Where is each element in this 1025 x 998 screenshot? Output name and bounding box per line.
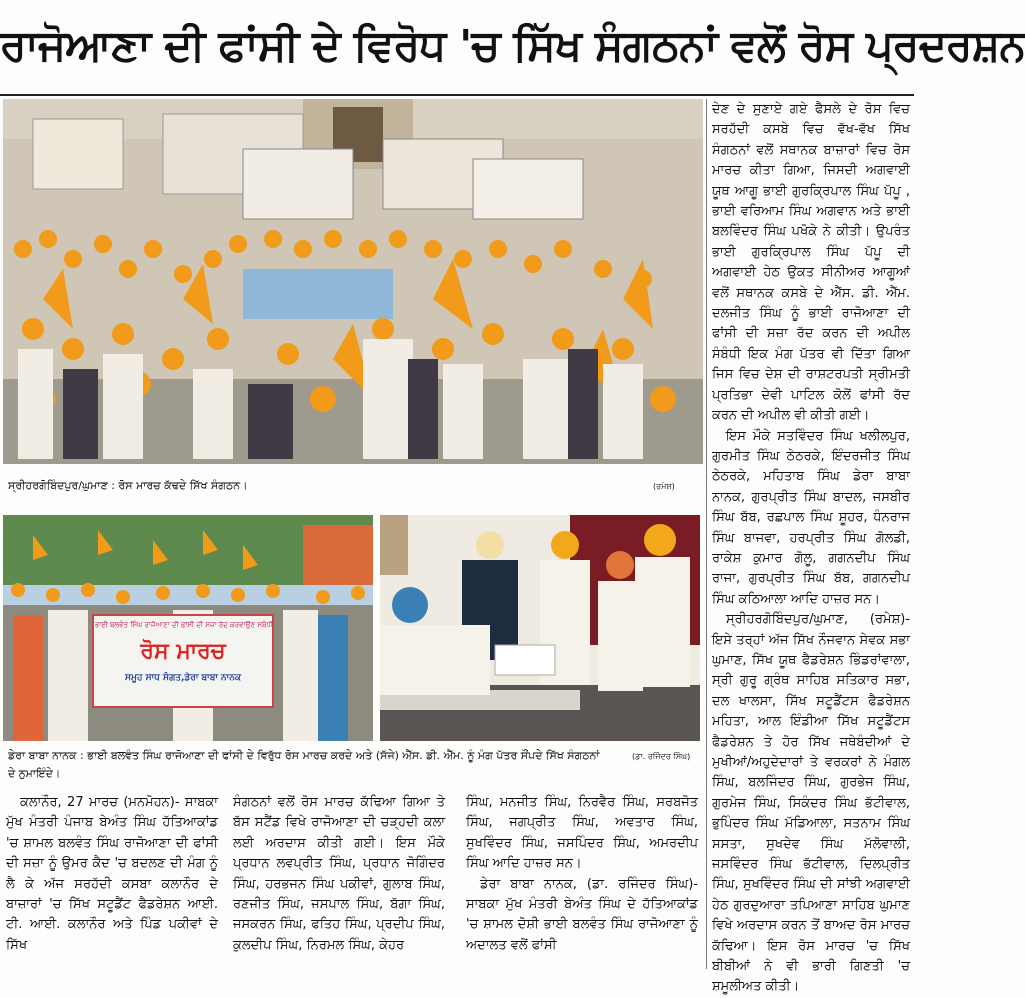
right-column-para-3: ਸ੍ਰੀਹਰਗੋਬਿੰਦਪੁਰ/ਘੁਮਾਣ, (ਰਮੇਸ਼)- ਇਸੇ ਤਰ੍ਹਾਂ ਅੱਜ ਸਿੱਖ ਨੌਜਵਾਨ ਸੇਵਕ ਸਭਾ ਘੁਮਾਣ, ਸਿੱਖ ਯੂਥ ਫੈਡਰੇਸ਼ਨ ਭਿੰਡਰਾਂਵਾਲਾ, ਸ੍ਰੀ ਗੁਰੂ ਗ੍ਰੰਥ ਸਾਹਿਬ ਸਤਿਕਾਰ ਸਭਾ, ਦਲ ਖਾਲਸਾ, ਸਿੱਖ ਸਟੂਡੈਂਟਸ ਫੈਡਰੇਸ਼ਨ ਮਹਿਤਾ, ਆਲ ਇੰਡੀਆ ਸਿੱਖ ਸਟੂਡੈਂਟਸ ਫੈਡਰੇਸ਼ਨ ਤੇ ਹੋਰ ਸਿੱਖ ਜਥੇਬੰਦੀਆਂ ਦੇ ਮੁਖੀਆਂ/ਅਹੁਦੇਦਾਰਾਂ ਤੇ ਵਰਕਰਾਂ ਨੇ ਮੰਗਲ ਸਿੰਘ, ਬਲਜਿੰਦਰ ਸਿੰਘ, ਗੁਰਭੇਜ ਸਿੰਘ, ਗੁਰਮੇਜ ਸਿੰਘ, ਸਿਕੰਦਰ ਸਿੰਘ ਭੱਟੀਵਾਲ, ਭੁਪਿੰਦਰ ਸਿੰਘ ਮੱਡਿਆਲਾ, ਸਤਨਾਮ ਸਿੰਘ ਸਸਤਾ, ਸੁਖਦੇਵ ਸਿੰਘ ਮੱਲੋਵਾਲੀ, ਜਸਵਿੰਦਰ ਸਿੰਘ ਭੱਟੀਵਾਲ, ਦਿਲਪ੍ਰੀਤ ਸਿੰਘ, ਸੁਖਵਿੰਦਰ ਸਿੰਘ ਦੀ ਸਾਂਝੀ ਅਗਵਾਈ ਹੇਠ ਗੁਰਦੁਆਰਾ ਤਪਿਆਣਾ ਸਾਹਿਬ ਘੁਮਾਣ ਵਿਖੇ ਅਰਦਾਸ ਕਰਨ ਤੋਂ ਬਾਅਦ ਰੋਸ ਮਾਰਚ ਕੱਢਿਆ। ਇਸ ਰੋਸ ਮਾਰਚ 'ਚ ਸਿੱਖ ਬੀਬੀਆਂ ਨੇ ਵੀ ਭਾਰੀ ਗਿਣਤੀ 'ਚ ਸ਼ਮੂਲੀਅਤ ਕੀਤੀ। — [712, 612, 910, 995]
article-col-3 — [466, 793, 698, 968]
article-col-1-text: ਕਲਾਨੌਰ, 27 ਮਾਰਚ (ਮਨਮੋਹਨ)- ਸਾਬਕਾ ਮੁੱਖ ਮੰਤਰੀ ਪੰਜਾਬ ਬੇਅੰਤ ਸਿੰਘ ਹੱਤਿਆਕਾਂਡ 'ਚ ਸ਼ਾਮਲ ਬਲਵੰਤ ਸਿੰਘ ਰਾਜੋਆਣਾ ਦੀ ਫਾਂਸੀ ਦੀ ਸਜ਼ਾ ਨੂੰ ਉਮਰ ਕੈਦ 'ਚ ਬਦਲਣ ਦੀ ਮੰਗ ਨੂੰ ਲੈ ਕੇ ਅੱਜ ਸਰਹੱਦੀ ਕਸਬਾ ਕਲਾਨੌਰ ਦੇ ਬਾਜ਼ਾਰਾਂ 'ਚ ਸਿੱਖ ਸਟੂਡੈਂਟ ਫੈਡਰੇਸ਼ਨ ਆਈ. ਟੀ. ਆਈ. ਕਲਾਨੌਰ ਅਤੇ ਪਿੰਡ ਪਕੀਵਾਂ ਦੇ ਸਿੱਖ — [6, 795, 218, 953]
banner-title: ਰੋਸ ਮਾਰਚ — [140, 639, 226, 664]
headline-rule — [0, 94, 914, 96]
right-column-para-2: ਇਸ ਮੌਕੇ ਸਤਵਿੰਦਰ ਸਿੰਘ ਖਲੀਲਪੁਰ, ਗੁਰਮੀਤ ਸਿੰਘ ਠੇਠਰਕੇ, ਇੰਦਰਜੀਤ ਸਿੰਘ ਠੇਠਰਕੇ, ਮਹਿਤਾਬ ਸਿੰਘ ਡੇਰਾ ਬਾਬਾ ਨਾਨਕ, ਗੁਰਪ੍ਰੀਤ ਸਿੰਘ ਬਾਦਲ, ਜਸਬੀਰ ਸਿੰਘ ਬੱਬ, ਰਛਪਾਲ ਸਿੰਘ ਸ਼ੂਹਰ, ਧੰਨਰਾਜ ਸਿੰਘ ਬਾਜਵਾ, ਹਰਪ੍ਰੀਤ ਸਿੰਘ ਗੋਲਡੀ, ਰਾਕੇਸ਼ ਕੁਮਾਰ ਗੋਲੂ, ਗਗਨਦੀਪ ਸਿੰਘ ਰਾਜਾ, ਗੁਰਪ੍ਰੀਤ ਸਿੰਘ ਬੱਬ, ਗਗਨਦੀਪ ਸਿੰਘ ਕਠਿਆਲਾ ਆਦਿ ਹਾਜ਼ਰ ਸਨ। — [712, 428, 910, 607]
office-photo-illustration — [380, 515, 700, 741]
article-col-3b-text: ਡੇਰਾ ਬਾਬਾ ਨਾਨਕ, (ਡਾ. ਰਜਿੰਦਰ ਸਿੰਘ)-ਸਾਬਕਾ ਮੁੱਖ ਮੰਤਰੀ ਬੇਅੰਤ ਸਿੰਘ ਦੇ ਹੱਤਿਆਕਾਂਡ 'ਚ ਸ਼ਾਮਲ ਦੋਸ਼ੀ ਭਾਈ ਬਲਵੰਤ ਸਿੰਘ ਰਾਜੋਆਣਾ ਨੂੰ ਅਦਾਲਤ ਵਲੋਂ ਫਾਂਸੀ — [466, 876, 698, 953]
photo-left-march — [3, 515, 373, 741]
photo-right-memorandum — [380, 515, 700, 741]
banner-line1: ਭਾਈ ਬਲਵੰਤ ਸਿੰਘ ਰਾਜੋਆਣਾ ਦੀ ਫਾਂਸੀ ਦੀ ਸਜ਼ਾ ਰੱਦ ਕਰਵਾਉਣ ਸਬੰਧੀ — [95, 621, 273, 629]
article-col-2-text: ਸੰਗਠਨਾਂ ਵਲੋਂ ਰੋਸ ਮਾਰਚ ਕੱਢਿਆ ਗਿਆ ਤੇ ਬੱਸ ਸਟੈਂਡ ਵਿਖੇ ਰਾਜੋਆਣਾ ਦੀ ਚੜ੍ਹਦੀ ਕਲਾ ਲਈ ਅਰਦਾਸ ਕੀਤੀ ਗਈ। ਇਸ ਮੌਕੇ ਪ੍ਰਧਾਨ ਲਵਪ੍ਰੀਤ ਸਿੰਘ, ਪ੍ਰਧਾਨ ਜੋਗਿੰਦਰ ਸਿੰਘ, ਹਰਭਜਨ ਸਿੰਘ ਪਕੀਵਾਂ, ਗੁਲਾਬ ਸਿੰਘ, ਰਣਜੀਤ ਸਿੰਘ, ਜਸਪਾਲ ਸਿੰਘ, ਬੱਗਾ ਸਿੰਘ, ਜਸਕਰਨ ਸਿੰਘ, ਫਤਿਹ ਸਿੰਘ, ਪ੍ਰਦੀਪ ਸਿੰਘ, ਕੁਲਦੀਪ ਸਿੰਘ, ਨਿਰਮਲ ਸਿੰਘ, ਕੇਹਰ — [233, 795, 445, 953]
right-column — [712, 100, 910, 995]
banner-line3: ਸਮੂਹ ਸਾਧ ਸੰਗਤ,ਡੇਰਾ ਬਾਬਾ ਨਾਨਕ — [125, 673, 241, 683]
article-col-1 — [6, 793, 218, 968]
photo-top-march — [3, 99, 703, 464]
right-column-para-1: ਦੇਣ ਦੇ ਸੁਣਾਏ ਗਏ ਫੈਸਲੇ ਦੇ ਰੋਸ ਵਿਚ ਸਰਹੱਦੀ ਕਸਬੇ ਵਿਚ ਵੱਖ-ਵੱਖ ਸਿੱਖ ਸੰਗਠਨਾਂ ਵਲੋਂ ਸਥਾਨਕ ਬਾਜ਼ਾਰਾਂ ਵਿਚ ਰੋਸ ਮਾਰਚ ਕੀਤਾ ਗਿਆ, ਜਿਸਦੀ ਅਗਵਾਈ ਯੂਥ ਆਗੂ ਭਾਈ ਗੁਰਕ੍ਰਿਪਾਲ ਸਿੰਘ ਪੱਪੂ , ਭਾਈ ਵਰਿਆਮ ਸਿੰਘ ਅਗਵਾਨ ਅਤੇ ਭਾਈ ਬਲਵਿੰਦਰ ਸਿੰਘ ਪਖੋਕੇ ਨੇ ਕੀਤੀ। ਉਪਰੰਤ ਭਾਈ ਗੁਰਕ੍ਰਿਪਾਲ ਸਿੰਘ ਪੱਪੂ ਦੀ ਅਗਵਾਈ ਹੇਠ ਉਕਤ ਸੀਨੀਅਰ ਆਗੂਆਂ ਵਲੋਂ ਸਥਾਨਕ ਕਸਬੇ ਦੇ ਐੱਸ. ਡੀ. ਐੱਮ. ਦਲਜੀਤ ਸਿੰਘ ਨੂੰ ਭਾਈ ਰਾਜੋਆਣਾ ਦੀ ਫਾਂਸੀ ਦੀ ਸਜ਼ਾ ਰੱਦ ਕਰਨ ਦੀ ਅਪੀਲ ਸੰਬੰਧੀ ਇਕ ਮੰਗ ਪੱਤਰ ਵੀ ਦਿੱਤਾ ਗਿਆ ਜਿਸ ਵਿਚ ਦੇਸ਼ ਦੀ ਰਾਸ਼ਟਰਪਤੀ ਸ੍ਰੀਮਤੀ ਪ੍ਰਤਿਭਾ ਦੇਵੀ ਪਾਟਿਲ ਕੋਲੋਂ ਫਾਂਸੀ ਰੱਦ ਕਰਨ ਦੀ ਅਪੀਲ ਵੀ ਕੀਤੀ ਗਈ। — [712, 102, 910, 424]
article-col-2 — [233, 793, 445, 968]
photo-bottom-caption-line1: ਡੇਰਾ ਬਾਬਾ ਨਾਨਕ : ਭਾਈ ਬਲਵੰਤ ਸਿੰਘ ਰਾਜੋਆਣਾ ਦੀ ਫਾਂਸੀ ਦੇ ਵਿਰੁੱਧ ਰੋਸ ਮਾਰਚ ਕਰਦੇ ਅਤੇ (ਸੱਜੇ) ਐੱਸ. ਡੀ. ਐੱਮ. ਨੂੰ ਮੰਗ ਪੱਤਰ ਸੌਂਪਦੇ ਸਿੱਖ ਸੰਗਠਨਾਂ — [8, 749, 600, 762]
column-divider — [706, 99, 707, 969]
crowd-photo-illustration — [3, 99, 703, 464]
photo-bottom-caption-line2: ਦੇ ਨੁਮਾਇੰਦੇ। — [8, 767, 61, 780]
photo-top-caption: ਸ੍ਰੀਹਰਗੋਬਿੰਦਪੁਰ/ਘੁਮਾਣ : ਰੋਸ ਮਾਰਚ ਕੱਢਦੇ ਸਿੱਖ ਸੰਗਠਨ। — [8, 479, 248, 492]
photo-top-credit: (ਰਮੇਸ਼) — [653, 482, 675, 491]
headline: ਰਾਜੋਆਣਾ ਦੀ ਫਾਂਸੀ ਦੇ ਵਿਰੋਧ 'ਚ ਸਿੱਖ ਸੰਗਠਨਾਂ ਵਲੋਂ ਰੋਸ ਪ੍ਰਦਰਸ਼ਨ — [0, 21, 1025, 71]
article-col-3-text: ਸਿੰਘ, ਮਨਜੀਤ ਸਿੰਘ, ਨਿਰਵੈਰ ਸਿੰਘ, ਸਰਬਜੋਤ ਸਿੰਘ, ਜਗਪ੍ਰੀਤ ਸਿੰਘ, ਅਵਤਾਰ ਸਿੰਘ, ਸੁਖਵਿੰਦਰ ਸਿੰਘ, ਜਸਪਿੰਦਰ ਸਿੰਘ, ਅਮਰਦੀਪ ਸਿੰਘ ਆਦਿ ਹਾਜ਼ਰ ਸਨ। — [466, 795, 698, 872]
photo-bottom-credit: (ਡਾ. ਰਜਿੰਦਰ ਸਿੰਘ) — [632, 752, 691, 761]
